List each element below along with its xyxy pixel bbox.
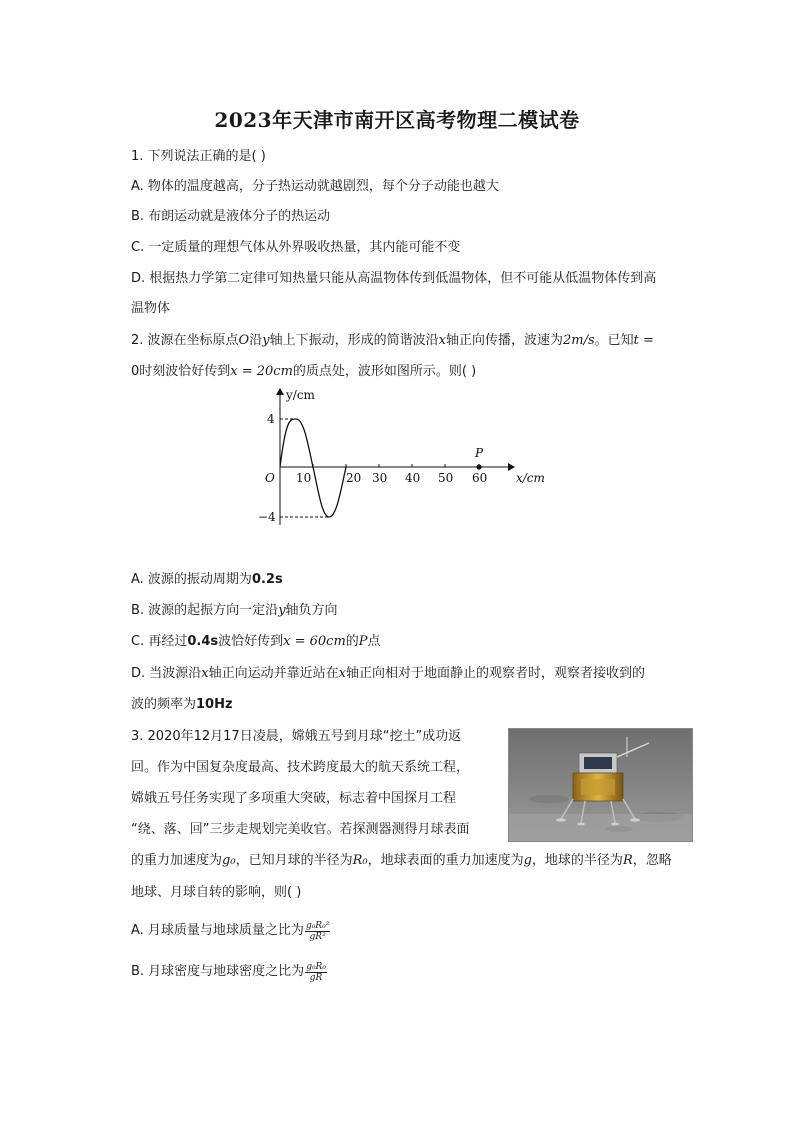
- math-P: P: [358, 634, 368, 649]
- tick-label: 20: [346, 471, 362, 485]
- tick-label: 60: [472, 471, 488, 485]
- fraction-numerator: g₀R₀²: [305, 920, 330, 931]
- text-run: D. 当波源沿: [131, 666, 202, 681]
- y-top-label: 4: [267, 412, 275, 426]
- math-y: y: [278, 603, 286, 618]
- q2-option-a: [131, 571, 283, 589]
- math-g0: g₀: [222, 853, 236, 868]
- text-run: 的质点处，波形如图所示。则( ): [292, 364, 477, 379]
- q2-option-c: [131, 633, 381, 651]
- text-run: 的: [345, 634, 359, 649]
- origin-label: O: [265, 471, 275, 485]
- q2-stem-line2: [131, 363, 476, 381]
- lunar-lander-photo: [508, 728, 693, 842]
- q3-stem-line5: [131, 852, 672, 870]
- q1-option-d-line1: D. 根据热力学第二定律可知热量只能从高温物体传到低温物体，但不可能从低温物体传到高: [131, 271, 657, 286]
- math-time: 0.4s: [187, 634, 219, 649]
- math-x: x: [201, 666, 209, 681]
- math-O: O: [238, 333, 250, 348]
- math-x-20: x = 20cm: [230, 364, 293, 379]
- math-x: x: [438, 333, 446, 348]
- tick-label: 40: [405, 471, 421, 485]
- text-run: ，已知月球的半径为: [235, 853, 353, 868]
- text-run: A. 波源的振动周期为: [131, 572, 252, 587]
- q2-option-d-line1: [131, 665, 645, 683]
- page-title: 2023年天津市南开区高考物理二模试卷: [214, 108, 580, 132]
- math-velocity: 2m/s: [562, 333, 595, 348]
- math-x: x: [338, 666, 346, 681]
- text-run: ，地球表面的重力加速度为: [367, 853, 524, 868]
- q1-option-a: A. 物体的温度越高，分子热运动就越剧烈，每个分子动能也越大: [131, 179, 499, 194]
- text-run: 波的频率为: [131, 697, 197, 712]
- fraction-denominator: gR²: [309, 931, 326, 942]
- tick-label: 30: [372, 471, 388, 485]
- math-R0: R₀: [352, 853, 368, 868]
- wave-graph: [250, 385, 550, 535]
- q3-stem-line2: 回。作为中国复杂度最高、技术跨度最大的航天系统工程，: [131, 760, 470, 775]
- tick-label: 50: [438, 471, 454, 485]
- text-run: 轴正向传播，波速为: [445, 333, 563, 348]
- text-run: 。已知: [594, 333, 634, 348]
- text-run: ，忽略: [632, 853, 672, 868]
- fraction-denominator: gR: [309, 972, 323, 983]
- q3-stem-line4: “绕、落、回”三步走规划完美收官。若探测器测得月球表面: [131, 822, 470, 837]
- math-x-60: x = 60cm: [283, 634, 346, 649]
- text-run: 轴正向运动并靠近站在: [208, 666, 339, 681]
- q3-stem-line6: 地球、月球自转的影响，则( ): [131, 885, 302, 900]
- fraction-mass-ratio: [305, 921, 330, 942]
- text-run: ，地球的半径为: [531, 853, 623, 868]
- text-run: 轴负方向: [285, 603, 338, 618]
- fraction-density-ratio: [305, 962, 327, 983]
- q1-option-b: B. 布朗运动就是液体分子的热运动: [131, 209, 331, 224]
- q2-stem-line1: [131, 332, 654, 350]
- q2-option-d-line2: [131, 696, 233, 714]
- y-bottom-label: −4: [258, 510, 276, 524]
- point-p-label: P: [475, 446, 484, 460]
- math-R: R: [622, 853, 633, 868]
- y-axis-label: y/cm: [286, 388, 315, 402]
- text-run: 点: [367, 634, 381, 649]
- text-run: 0时刻波恰好传到: [131, 364, 231, 379]
- point-p-marker: [476, 464, 481, 469]
- text-run: C. 再经过: [131, 634, 188, 649]
- q3-stem-line3: 嫦娥五号任务实现了多项重大突破，标志着中国探月工程: [131, 791, 457, 806]
- q3-option-b: [131, 961, 327, 984]
- math-g: g: [523, 853, 532, 868]
- x-axis-label: x/cm: [516, 471, 545, 485]
- wave-curve: [280, 419, 346, 517]
- text-run: 波恰好传到: [218, 634, 284, 649]
- q2-option-b: [131, 602, 338, 620]
- q1-option-c: C. 一定质量的理想气体从外界吸收热量，其内能可能不变: [131, 240, 461, 255]
- fraction-numerator: g₀R₀: [306, 961, 326, 972]
- text-run: 2. 波源在坐标原点: [131, 333, 239, 348]
- text-run: 沿: [249, 333, 263, 348]
- math-frequency: 10Hz: [196, 697, 233, 712]
- math-y: y: [262, 333, 270, 348]
- q1-option-d-line2: 温物体: [131, 301, 171, 316]
- tick-label: 10: [296, 471, 312, 485]
- q1-stem: 1. 下列说法正确的是( ): [131, 149, 266, 164]
- q3-stem-line1: 3. 2020年12月17日凌晨，嫦娥五号到月球“挖土”成功返: [131, 729, 462, 744]
- q3-option-a: [131, 920, 330, 943]
- math-period: 0.2s: [251, 572, 283, 587]
- text-run: A. 月球质量与地球质量之比为: [131, 923, 304, 938]
- math-t: t =: [633, 333, 654, 348]
- text-run: 轴正向相对于地面静止的观察者时，观察者接收到的: [345, 666, 645, 681]
- text-run: 轴上下振动，形成的简谐波沿: [269, 333, 439, 348]
- text-run: B. 月球密度与地球密度之比为: [131, 964, 305, 979]
- text-run: B. 波源的起振方向一定沿: [131, 603, 279, 618]
- text-run: 的重力加速度为: [131, 853, 223, 868]
